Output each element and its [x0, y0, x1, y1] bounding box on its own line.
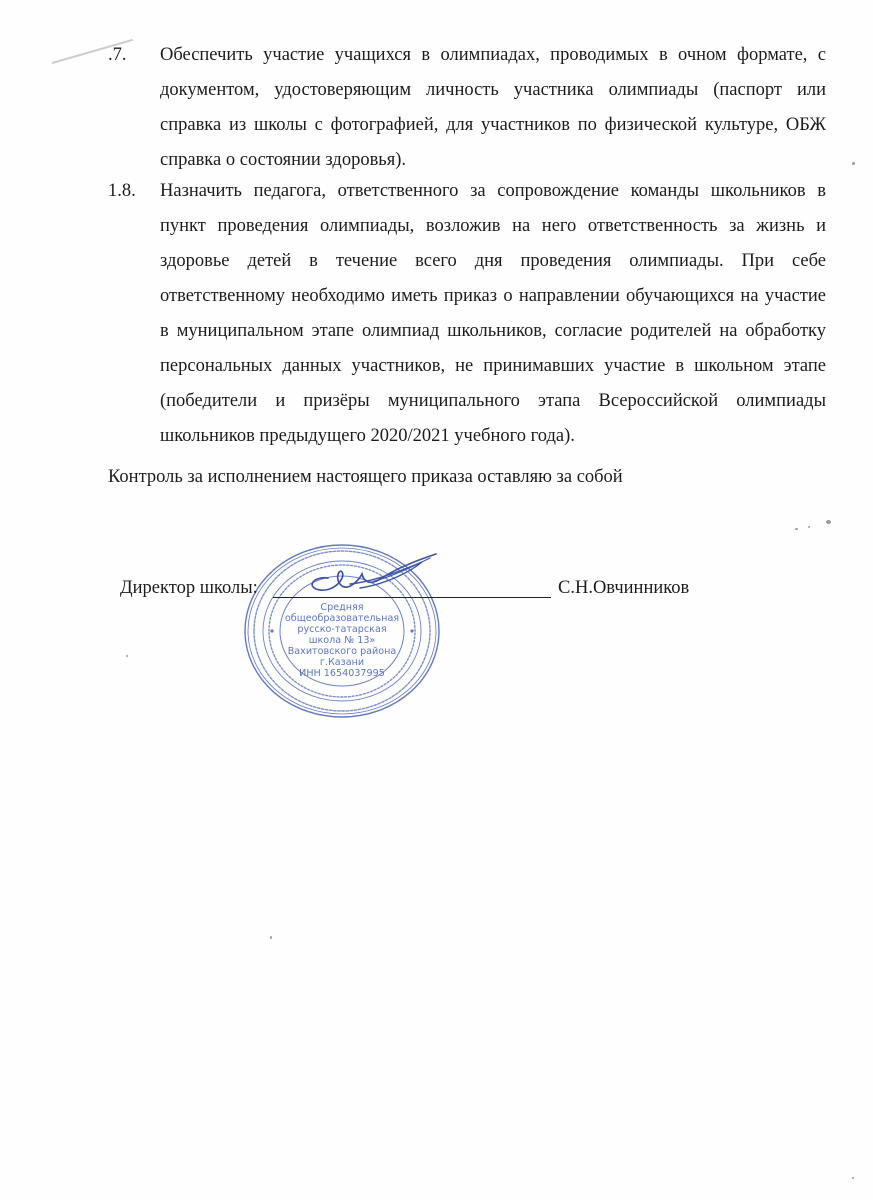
list-item-1-7: [108, 38, 826, 178]
control-statement: Контроль за исполнением настоящего приказа оставляю за собой: [108, 467, 623, 487]
scan-speck: [852, 1177, 854, 1179]
director-name: С.Н.Овчинников: [558, 578, 690, 598]
stamp-inn: ИНН 1654037995: [299, 668, 385, 679]
stamp-line: Средняя: [320, 602, 364, 613]
scan-speck: [795, 528, 798, 530]
item-text: Обеспечить участие учащихся в олимпиадах, проводимых в очном формате, с документом, удостоверяющим личность участника олимпиады (паспорт или справка из школы с фотографией, для участников по физической культуре, ОБЖ справка о состоянии здоровья).: [160, 45, 826, 170]
scan-speck: [826, 520, 831, 524]
handwritten-signature: [290, 548, 440, 598]
director-label: Директор школы:: [120, 578, 258, 598]
stamp-line: г.Казани: [319, 657, 365, 668]
scan-speck: [270, 936, 272, 939]
scan-speck: [808, 526, 810, 528]
scan-speck: [852, 162, 855, 165]
stamp-line: общеобразовательная: [284, 613, 400, 624]
stamp-center-text: [242, 602, 442, 679]
scan-speck: [126, 655, 128, 657]
item-text: Назначить педагога, ответственного за сопровождение команды школьников в пункт проведения олимпиады, возложив на него ответственность за жизнь и здоровье детей в течение всего дня проведения олимпиады. При себе ответственному необходимо иметь приказ о направлении обучающихся на участие в муниципальном этапе олимпиад школьников, согласие родителей на обработку персональных данных участников, не принимавших участие в школьном этапе (победители и призёры муниципального этапа Всероссийской олимпиады школьников предыдущего 2020/2021 учебного года).: [160, 181, 826, 446]
item-number: 1.8.: [108, 181, 136, 201]
stamp-line: русско-татарская: [297, 624, 387, 635]
list-item-1-8: [108, 174, 826, 454]
item-number: .7.: [108, 45, 127, 65]
stamp-line: Вахитовского района: [287, 646, 397, 657]
stamp-line: школа № 13»: [308, 635, 376, 646]
